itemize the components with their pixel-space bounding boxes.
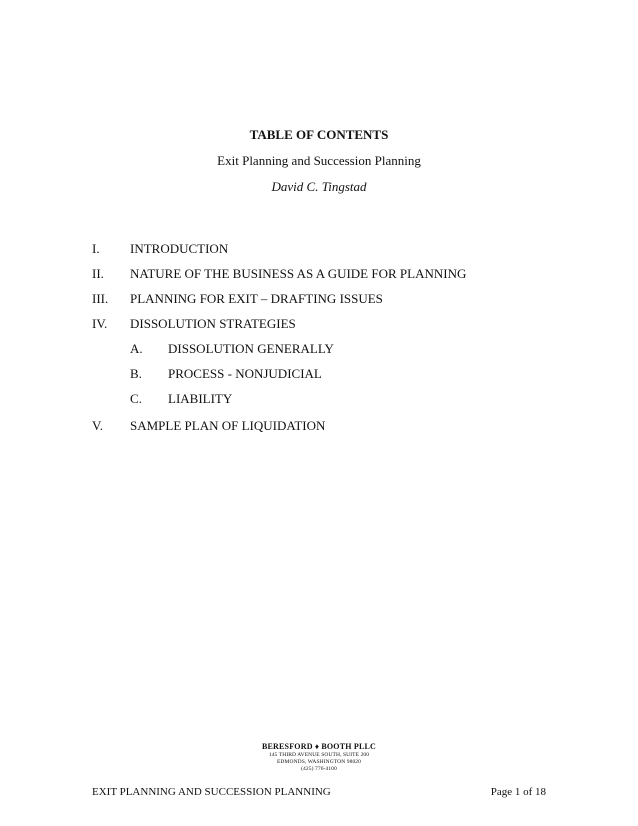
footer-page-number: Page 1 of 18 [490, 786, 546, 798]
subsection-letter: B. [130, 366, 142, 381]
section-heading: NATURE OF THE BUSINESS AS A GUIDE FOR PLANNING [130, 266, 467, 281]
section-numeral: III. [92, 291, 109, 306]
firm-phone: (425) 776-4100 [301, 766, 337, 772]
subsection-heading: LIABILITY [168, 391, 233, 406]
subsection-heading: DISSOLUTION GENERALLY [168, 341, 334, 356]
section-numeral: IV. [92, 316, 108, 331]
section-heading: SAMPLE PLAN OF LIQUIDATION [130, 418, 326, 433]
document-author: David C. Tingstad [271, 179, 367, 194]
page-title: TABLE OF CONTENTS [249, 127, 389, 142]
section-numeral: II. [92, 266, 104, 281]
firm-address-line-2: EDMONDS, WASHINGTON 98020 [276, 759, 362, 765]
section-numeral: I. [92, 241, 100, 256]
firm-letterhead [0, 742, 638, 773]
subsection-heading: PROCESS - NONJUDICIAL [168, 366, 322, 381]
document-subtitle: Exit Planning and Succession Planning [217, 153, 421, 168]
firm-name: BERESFORD ♦ BOOTH PLLC [261, 742, 377, 751]
subsection-letter: C. [130, 391, 142, 406]
section-heading: DISSOLUTION STRATEGIES [130, 316, 296, 331]
section-heading: INTRODUCTION [130, 241, 229, 256]
section-numeral: V. [92, 418, 103, 433]
footer-document-title: EXIT PLANNING AND SUCCESSION PLANNING [92, 786, 331, 798]
section-heading: PLANNING FOR EXIT – DRAFTING ISSUES [130, 291, 383, 306]
subsection-letter: A. [130, 341, 143, 356]
firm-address-line-1: 145 THIRD AVENUE SOUTH, SUITE 200 [268, 752, 370, 758]
